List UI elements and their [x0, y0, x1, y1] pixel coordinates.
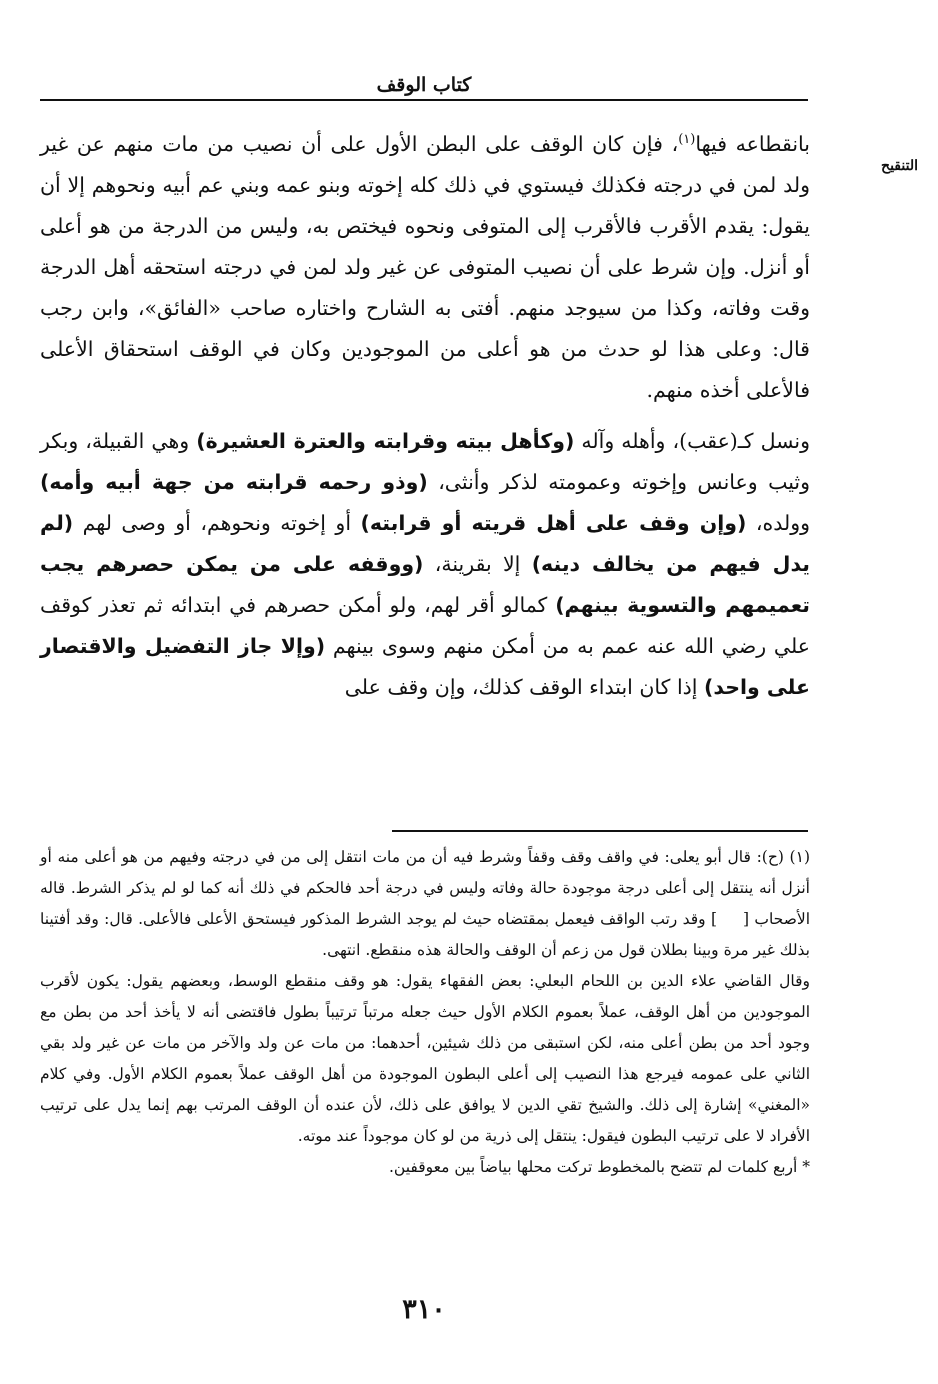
footnote-reference: (١)	[678, 132, 696, 148]
main-p1-text-start: بانقطاعه فيها	[695, 132, 810, 156]
page-number: ٣١٠	[402, 1294, 446, 1325]
commentary-text: وولده،	[746, 511, 811, 535]
page-header-title: كتاب الوقف	[376, 74, 472, 96]
matn-text: (وإلا جاز التفضيل والاقتصار على واحد)	[40, 634, 810, 699]
matn-text: (وإن وقف على أهل قريته أو قرابته)	[360, 511, 747, 535]
footnote-separator	[392, 830, 808, 832]
commentary-text: ونسل كـ(عقب)، وأهله وآله	[574, 429, 811, 453]
footnote-1-text-rest: ] وقد رتب الواقف فيعمل بمقتضاه حيث لم يوجد الشرط المذكور فيستحق الأعلى فالأعلى. قال: وقد أفتينا بذلك غير مرة وبينا بطلان قول من زعم أن الوقف والحالة هذه منقطع. انتهى.	[40, 910, 810, 959]
commentary-text: كمالو أقر لهم، ولو أمكن حصرهم في ابتدائه ثم تعذر كوقف علي رضي الله عنه عمم به من أمكن منهم وسوى بينهم	[40, 593, 811, 658]
main-text	[40, 124, 810, 708]
matn-text: (وذو رحمه قرابته من جهة أبيه وأمه)	[40, 470, 428, 494]
footnote-1	[40, 842, 810, 966]
footnote-2: وقال القاضي علاء الدين بن اللحام البعلي: بعض الفقهاء يقول: هو وقف منقطع الوسط، وبعضهم يقول: يكون لأقرب الموجودين من أهل الوقف، عملاً بعموم الكلام الأول حيث جعله مرتباً ترتيباً بطول فاقتضى أنه لا يأخذ أحد من بطن مع وجود أحد من بطن أعلى منه، لكن استبقى من ذلك شيئين، أحدهما: من مات عن ولد والآخر من مات عن غير ولد بقي الثاني على عمومه فيرجع هذا النصيب إلى أعلى البطون الموجودة من أهل الوقف عملاً بعموم الكلام الأول. وفي كلام «المغني» إشارة إلى ذلك. والشيخ تقي الدين لا يوافق على ذلك، لأن عنده أن الوقف المرتب بهم إنما يدل على ترتيب الأفراد لا على ترتيب البطون فيقول: ينتقل إلى ذرية من لو كان موجوداً عند موته.	[40, 972, 810, 1145]
footnote-asterisk-note: * أربع كلمات لم تتضح بالمخطوط تركت محلها بياضاً بين معوقفين.	[388, 1158, 810, 1176]
matn-text: (وكأهل بيته وقرابته والعترة العشيرة)	[196, 429, 575, 453]
matn-text: (ووقفه على من يمكن حصرهم يجب تعميمهم والتسوية بينهم)	[40, 552, 810, 617]
main-paragraph-1	[40, 124, 810, 411]
commentary-text: أو إخوته ونحوهم، أو وصى لهم	[73, 511, 361, 535]
commentary-text: إلا بقرينة،	[423, 552, 532, 576]
matn-text: (لم يدل فيهم من يخالف دينه)	[40, 511, 810, 576]
header-rule	[40, 99, 808, 101]
margin-label-tanqih: التنقيح	[881, 158, 918, 174]
commentary-text: إذا كان ابتداء الوقف كذلك، وإن وقف على	[344, 675, 704, 699]
footnote-1-text-start: (١) (ح): قال أبو يعلى: في واقف وقف وقفاً وشرط فيه أن من مات انتقل إلى من في درجته وفيهم من هو أعلى منه أو أنزل أنه ينتقل إلى أعلى درجة موجودة حالة وفاته وليس في درجة أحد فالحكم في ذلك أنه كما لو لم يذكر الشرط. قاله الأصحاب [	[40, 848, 810, 928]
commentary-text: وهي القبيلة، وبكر وثيب وعانس وإخوته وعمومته لذكر وأنثى،	[40, 429, 810, 494]
main-p1-text-rest: ، فإن كان الوقف على البطن الأول على أن نصيب من مات منهم عن غير ولد لمن في درجته فكذلك فيستوي في ذلك كله إخوته وبنو عمه وبني عم أبيه ونحوهم إلا أن يقول: يقدم الأقرب فالأقرب إلى المتوفى ونحوه فيختص به، وليس من الدرجة من هو أعلى أو أنزل. وإن شرط على أن نصيب المتوفى عن غير ولد لمن في درجته استحقه أهل الدرجة وقت وفاته، وكذا من سيوجد منهم. أفتى به الشارح واختاره صاحب «الفائق»، وابن رجب قال: وعلى هذا لو حدث من هو أعلى من الموجودين وكان في الوقف استحقاق الأعلى فالأعلى أخذه منهم.	[40, 132, 810, 402]
footnotes	[40, 842, 810, 1183]
main-paragraph-2	[40, 421, 810, 708]
